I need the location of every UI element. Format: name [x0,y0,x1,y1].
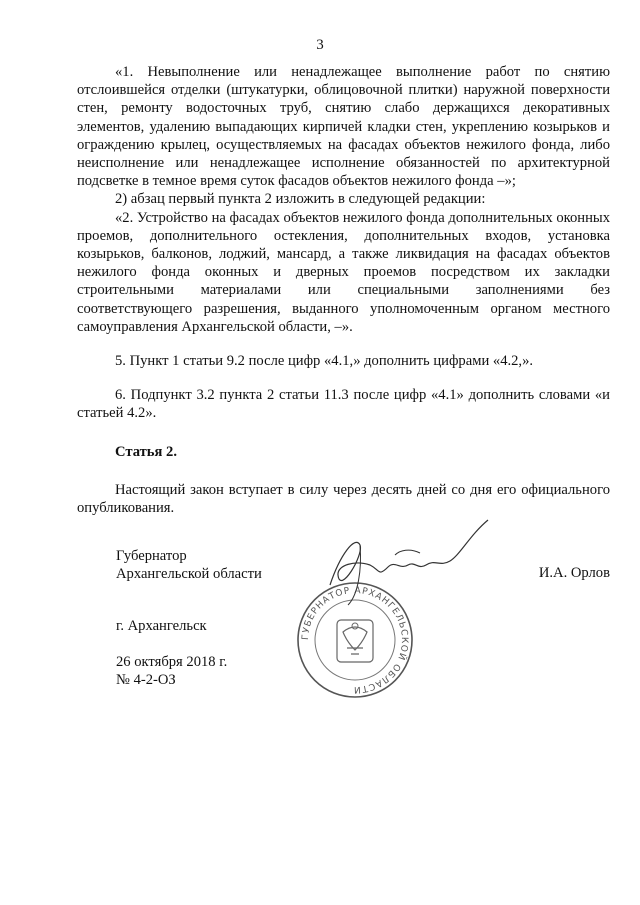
paragraph-5: 6. Подпункт 3.2 пункта 2 статьи 11.3 после цифр «4.1» дополнить словами «и статьей 4.2». [77,387,610,422]
paragraph-2: 2) абзац первый пункта 2 изложить в следующей редакции: [115,191,486,208]
paragraph-4: 5. Пункт 1 статьи 9.2 после цифр «4.1,» дополнить цифрами «4.2,». [115,353,534,370]
governor-title-line1: Губернатор [116,548,187,564]
paragraph-3: «2. Устройство на фасадах объектов нежилого фонда дополнительных оконных проемов, дополнительного остекления, дополнительных входов, установка козырьков, балконов, лоджий, мансард, а также ликвидация на фасадах объектов нежилого фонда оконных и дверных проемов посредством их закладки строительными материалами или специальными заполнениями без соответствующего разрешения, выданного уполномоченным органом местного самоуправления Архангельской области, –». [77,209,610,335]
date-block [116,653,227,689]
svg-text:ГУБЕРНАТОР АРХАНГЕЛЬСКОЙ ОБЛАС: ГУБЕРНАТОР АРХАНГЕЛЬСКОЙ ОБЛАСТИ [300,585,410,695]
article-heading: Статья 2. [115,443,177,460]
document-body [77,63,610,517]
paragraph-6: Настоящий закон вступает в силу через десять дней со дня его официального опубликования. [77,481,610,517]
governor-name: И.А. Орлов [538,565,610,581]
governor-title [116,547,262,583]
governor-title-line2: Архангельской области [116,566,262,583]
city: г. Архангельск [116,618,207,634]
document-date: 26 октября 2018 г. [116,654,228,670]
page-number: 3 [316,37,324,53]
document-number: № 4-2-ОЗ [116,672,176,689]
governor-signature-icon [300,515,500,610]
paragraph-1: «1. Невыполнение или ненадлежащее выполнение работ по снятию отслоившейся отделки (штукатурки, облицовочной плитки) наружной поверхности стен, ремонту водосточных труб, снятию слабо держащихся декоративных элементов, удалению выпадающих кирпичей кладки стен, укреплению козырьков и ограждению крылец, осуществляемых на фасадах объектов нежилого фонда, либо неисполнение или ненадлежащее исполнение обязанностей по архитектурной подсветке в темное время суток фасадов объектов нежилого фонда –»; [77,64,610,190]
